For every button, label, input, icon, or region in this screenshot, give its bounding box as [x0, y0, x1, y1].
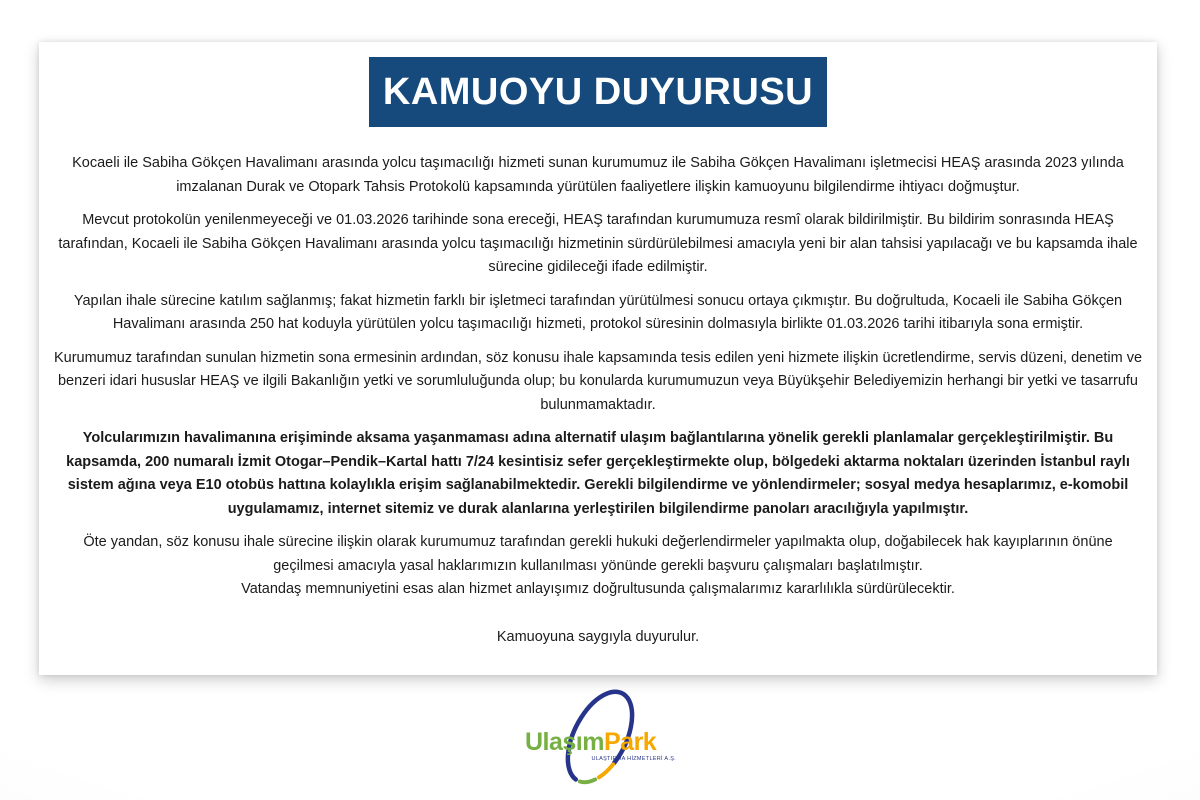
- announcement-paragraph: Vatandaş memnuniyetini esas alan hizmet anlayışımız doğrultusunda çalışmalarımız kararlılıkla sürdürülecektir.: [241, 581, 955, 597]
- announcement-closing: Kamuoyuna saygıyla duyurulur.: [496, 628, 700, 645]
- swoosh-green-arc: [580, 774, 595, 787]
- ulasimpark-logo-icon: [500, 682, 700, 797]
- swoosh-yellow-arc: [599, 761, 613, 780]
- announcement-paragraph: Öte yandan, söz konusu ihale sürecine ilişkin olarak kurumumuz tarafından gerekli hukuki değerlendirmeler yapılmakta olup, doğabilecek hak kayıplarının önüne geçilmesi amacıyla yasal haklarımızın kullanılması yönünde gerekli başvuru çalışmaları başlatılmıştır.: [83, 534, 1113, 574]
- logo-word-ulasim: Ulaşım: [525, 728, 604, 756]
- announcement-paragraph-bold: Yolcularımızın havalimanına erişiminde aksama yaşanmaması adına alternatif ulaşım bağlantılarına yönelik gerekli planlamalar gerçekleştirilmiştir. Bu kapsamda, 200 numaralı İzmit Otogar–Pendik–Kartal hattı 7/24 kesintisiz sefer gerçekleştirmekte olup, bölgedeki aktarma noktaları üzerinden İstanbul raylı sistem ağına veya E10 otobüs hattına kolaylıkla erişim sağlanabilmektedir. Gerekli bilgilendirme ve yönlendirmeler; sosyal medya hesaplarımız, e-komobil uygulamamız, internet sitemiz ve durak alanlarına yerleştirilen bilgilendirme panoları aracılığıyla yapılmıştır.: [66, 430, 1130, 517]
- announcement-paragraph: Kurumumuz tarafından sunulan hizmetin sona ermesinin ardından, söz konusu ihale kapsamında tesis edilen yeni hizmete ilişkin ücretlendirme, servis düzeni, denetim ve benzeri idari hususlar HEAŞ ve ilgili Bakanlığın yetki ve sorumluluğunda olup; bu konularda kurumumuzun veya Büyükşehir Belediyemizin herhangi bir yetki ve tasarrufu bulunmamaktadır.: [53, 349, 1143, 413]
- logo-subtitle: ULAŞTIRMA HİZMETLERİ A.Ş.: [591, 756, 676, 762]
- announcement-paragraph: Yapılan ihale sürecine katılım sağlanmış; fakat hizmetin farklı bir işletmeci tarafından yürütülmesi sonucu ortaya çıkmıştır. Bu doğrultuda, Kocaeli ile Sabiha Gökçen Havalimanı arasında 250 hat koduyla yürütülen yolcu taşımacılığı hizmeti, protokol süresinin dolmasıyla birlikte 01.03.2026 tarihi itibarıyla sona ermiştir.: [73, 292, 1123, 332]
- logo-word-park: Park: [603, 728, 657, 756]
- ulasimpark-logo: [500, 682, 700, 797]
- announcement-paragraph: Kocaeli ile Sabiha Gökçen Havalimanı arasında yolcu taşımacılığı hizmeti sunan kurumumuz ile Sabiha Gökçen Havalimanı işletmecisi HEAŞ arasında 2023 yılında imzalanan Durak ve Otopark Tahsis Protokolü kapsamında yürütülen faaliyetlere ilişkin kamuoyunu bilgilendirme ihtiyacı doğmuştur.: [72, 155, 1124, 195]
- announcement-card: [39, 42, 1157, 675]
- announcement-body: [39, 127, 1157, 649]
- logo-wordmark: [525, 728, 657, 756]
- announcement-paragraph: Mevcut protokolün yenilenmeyeceği ve 01.03.2026 tarihinde sona ereceği, HEAŞ tarafından kurumumuza resmî olarak bildirilmiştir. Bu bildirim sonrasında HEAŞ tarafından, Kocaeli ile Sabiha Gökçen Havalimanı arasında yolcu taşımacılığı hizmetinin sürdürülebilmesi amacıyla yeni bir alan tahsisi yapılacağı ve bu kapsamda ihale sürecine gidileceği ifade edilmiştir.: [58, 212, 1138, 275]
- page-title: KAMUOYU DUYURUSU: [382, 70, 814, 113]
- announcement-banner: [369, 57, 827, 127]
